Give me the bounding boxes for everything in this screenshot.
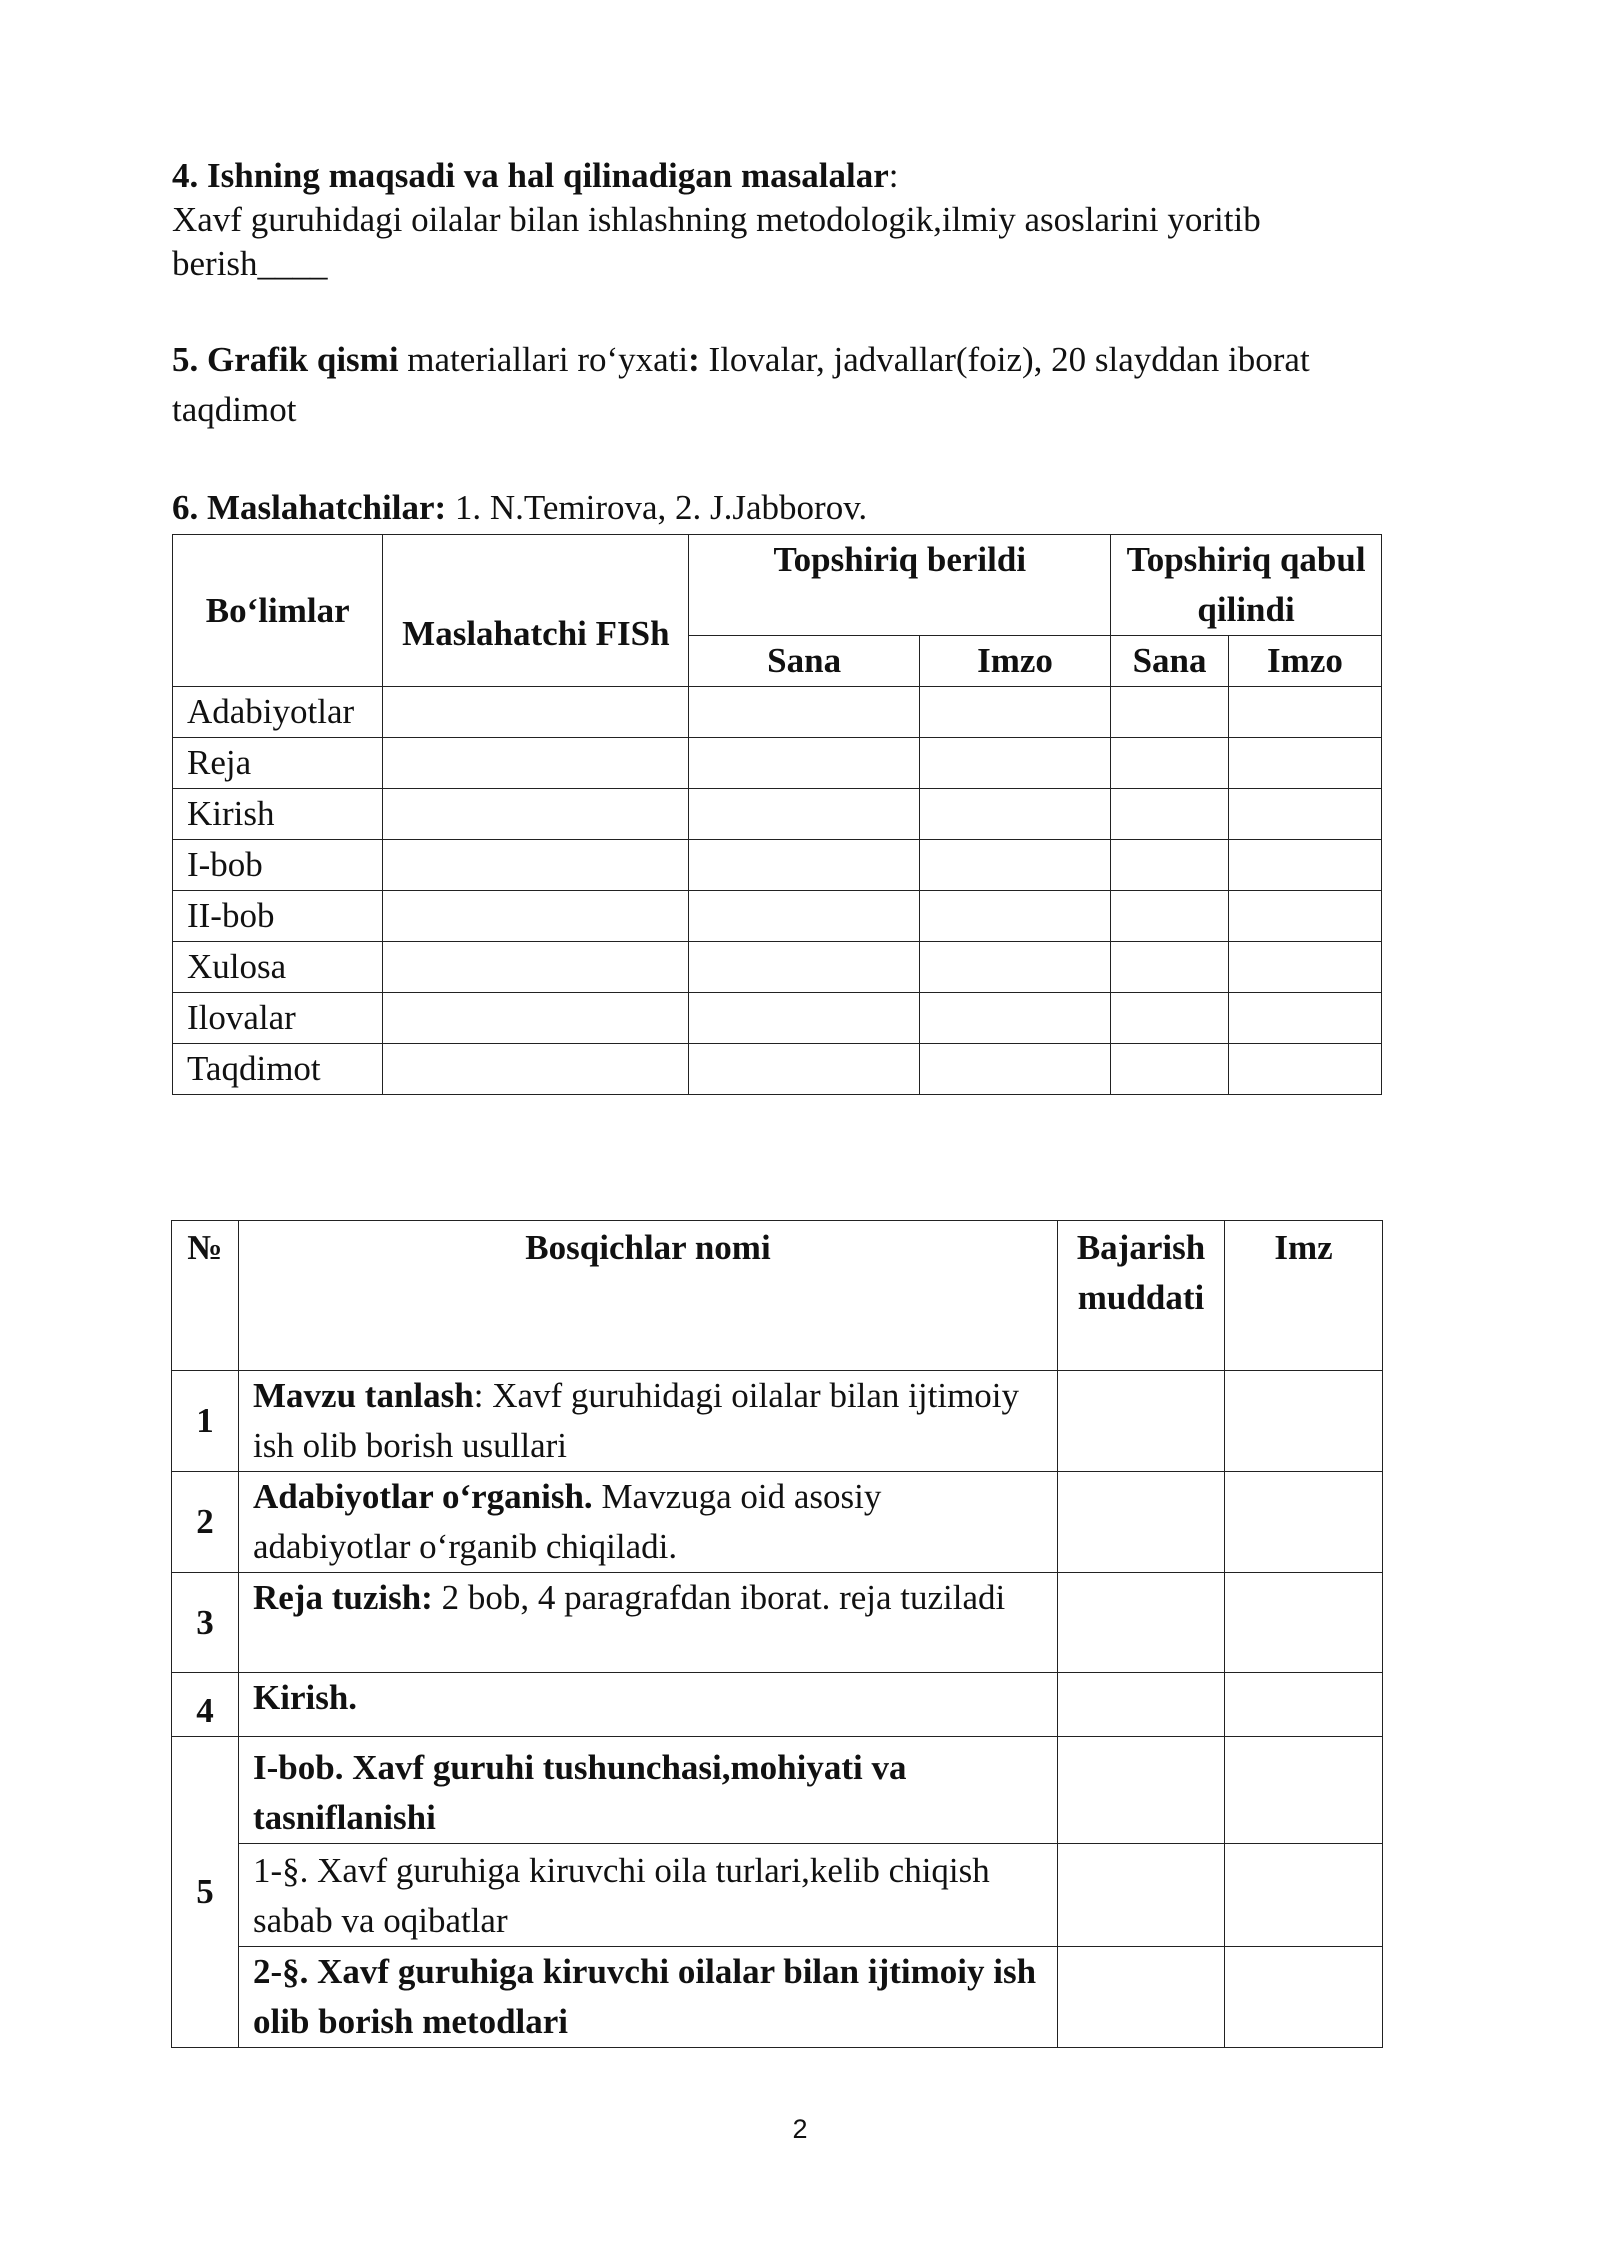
given-sign-cell	[919, 738, 1110, 789]
section-5-heading: 5. Grafik qismi	[172, 340, 399, 379]
accepted-date-cell	[1111, 891, 1229, 942]
accepted-date-cell	[1111, 738, 1229, 789]
section-name: Xulosa	[173, 942, 383, 993]
consultant-cell	[383, 942, 689, 993]
stage-description	[239, 1737, 1058, 1844]
table-row	[173, 1044, 1382, 1095]
stage-description	[239, 1673, 1058, 1737]
section-name: Ilovalar	[173, 993, 383, 1044]
section-6-heading: 6. Maslahatchilar:	[172, 488, 447, 527]
deadline-cell	[1058, 1371, 1225, 1472]
table-row	[173, 993, 1382, 1044]
given-sign-cell	[919, 1044, 1110, 1095]
table-row	[172, 1673, 1383, 1737]
header-sign: Imz	[1225, 1221, 1383, 1371]
table-row	[172, 1737, 1383, 1844]
sign-cell	[1225, 1371, 1383, 1472]
given-date-cell	[689, 942, 920, 993]
stage-number: 5	[172, 1737, 239, 2048]
given-sign-cell	[919, 942, 1110, 993]
consultant-cell	[383, 789, 689, 840]
accepted-sign-cell	[1228, 687, 1381, 738]
stage-title: Kirish.	[253, 1678, 358, 1717]
table-row	[173, 687, 1382, 738]
table-row	[173, 738, 1382, 789]
deadline-cell	[1058, 1673, 1225, 1737]
accepted-sign-cell	[1228, 840, 1381, 891]
given-date-cell	[689, 993, 920, 1044]
stage-number: 1	[172, 1371, 239, 1472]
section-name: Reja	[173, 738, 383, 789]
accepted-date-cell	[1111, 1044, 1229, 1095]
deadline-cell	[1058, 1737, 1225, 1844]
header-sections: Bo‘limlar	[173, 535, 383, 687]
accepted-date-cell	[1111, 840, 1229, 891]
stage-text: 1-§. Xavf guruhiga kiruvchi oila turlari,kelib chiqish sabab va oqibatlar	[253, 1851, 990, 1940]
stage-description	[239, 1472, 1058, 1573]
sign-cell	[1225, 1472, 1383, 1573]
table-row	[173, 942, 1382, 993]
table-row	[172, 1371, 1383, 1472]
accepted-date-cell	[1111, 789, 1229, 840]
section-name: II-bob	[173, 891, 383, 942]
consultants-table	[172, 534, 1382, 1095]
consultant-cell	[383, 891, 689, 942]
sign-cell	[1225, 1573, 1383, 1673]
given-date-cell	[689, 789, 920, 840]
section-5-text: Ilovalar, jadvallar(foiz), 20 slayddan iborat taqdimot	[172, 340, 1310, 429]
accepted-date-cell	[1111, 993, 1229, 1044]
stage-number: 3	[172, 1573, 239, 1673]
section-4-colon: :	[888, 156, 899, 195]
stage-number: 4	[172, 1673, 239, 1737]
deadline-cell	[1058, 1472, 1225, 1573]
consultant-cell	[383, 738, 689, 789]
stage-text: 2 bob, 4 paragrafdan iborat. reja tuziladi	[432, 1578, 1006, 1617]
stage-title: Reja tuzish:	[253, 1578, 433, 1617]
page-number: 2	[792, 2114, 808, 2144]
header-number: №	[172, 1221, 239, 1371]
header-accepted-sign: Imzo	[1228, 636, 1381, 687]
stage-title: Mavzu tanlash	[253, 1376, 474, 1415]
stage-title: I-bob. Xavf guruhi tushunchasi,mohiyati va tasniflanishi	[253, 1748, 907, 1837]
accepted-sign-cell	[1228, 738, 1381, 789]
stage-description	[239, 1844, 1058, 1947]
accepted-sign-cell	[1228, 942, 1381, 993]
stage-title: 2-§. Xavf guruhiga kiruvchi oilalar bilan ijtimoiy ish olib borish metodlari	[253, 1952, 1037, 2041]
deadline-cell	[1058, 1573, 1225, 1673]
consultant-cell	[383, 687, 689, 738]
section-5-colon: :	[688, 340, 700, 379]
consultant-cell	[383, 1044, 689, 1095]
stage-title: Adabiyotlar o‘rganish.	[253, 1477, 593, 1516]
given-date-cell	[689, 687, 920, 738]
section-4-text: Xavf guruhidagi oilalar bilan ishlashning metodologik,ilmiy asoslarini yoritib berish____	[172, 200, 1261, 283]
section-5-middle: materiallari ro‘yxati	[398, 340, 689, 379]
header-accepted-date: Sana	[1111, 636, 1229, 687]
stage-description	[239, 1573, 1058, 1673]
sign-cell	[1225, 1844, 1383, 1947]
given-sign-cell	[919, 993, 1110, 1044]
given-date-cell	[689, 840, 920, 891]
table-row	[172, 1844, 1383, 1947]
stages-table	[171, 1220, 1383, 2048]
accepted-sign-cell	[1228, 993, 1381, 1044]
accepted-sign-cell	[1228, 891, 1381, 942]
given-date-cell	[689, 1044, 920, 1095]
deadline-cell	[1058, 1947, 1225, 2048]
section-name: Adabiyotlar	[173, 687, 383, 738]
deadline-cell	[1058, 1844, 1225, 1947]
stage-description	[239, 1947, 1058, 2048]
consultant-cell	[383, 840, 689, 891]
given-sign-cell	[919, 891, 1110, 942]
section-name: Kirish	[173, 789, 383, 840]
table-row	[172, 1472, 1383, 1573]
sign-cell	[1225, 1737, 1383, 1844]
table-row	[173, 840, 1382, 891]
section-5	[172, 335, 1412, 435]
table-row	[172, 1573, 1383, 1673]
stage-text: Mavzuga oid asosiy adabiyotlar o‘rganib chiqiladi.	[253, 1477, 882, 1566]
stage-description	[239, 1371, 1058, 1472]
section-4-heading: 4. Ishning maqsadi va hal qilinadigan masalalar	[172, 156, 889, 195]
given-sign-cell	[919, 687, 1110, 738]
section-name: I-bob	[173, 840, 383, 891]
accepted-sign-cell	[1228, 789, 1381, 840]
sign-cell	[1225, 1673, 1383, 1737]
given-date-cell	[689, 891, 920, 942]
stage-text: : Xavf guruhidagi oilalar bilan ijtimoiy ish olib borish usullari	[253, 1376, 1020, 1465]
consultant-cell	[383, 993, 689, 1044]
header-given-sign: Imzo	[919, 636, 1110, 687]
section-name: Taqdimot	[173, 1044, 383, 1095]
header-consultant: Maslahatchi FISh	[383, 535, 689, 687]
accepted-date-cell	[1111, 687, 1229, 738]
table-row	[173, 891, 1382, 942]
sign-cell	[1225, 1947, 1383, 2048]
header-task-accepted: Topshiriq qabul qilindi	[1111, 535, 1382, 636]
stage-number: 2	[172, 1472, 239, 1573]
section-6	[172, 486, 1412, 530]
given-sign-cell	[919, 840, 1110, 891]
table-row	[172, 1947, 1383, 2048]
accepted-date-cell	[1111, 942, 1229, 993]
given-sign-cell	[919, 789, 1110, 840]
header-deadline: Bajarish muddati	[1058, 1221, 1225, 1371]
section-4	[172, 154, 1412, 286]
accepted-sign-cell	[1228, 1044, 1381, 1095]
given-date-cell	[689, 738, 920, 789]
header-stage-name: Bosqichlar nomi	[239, 1221, 1058, 1371]
table-row	[173, 789, 1382, 840]
header-task-given: Topshiriq berildi	[689, 535, 1111, 636]
section-6-text: 1. N.Temirova, 2. J.Jabborov.	[446, 488, 868, 527]
header-given-date: Sana	[689, 636, 920, 687]
